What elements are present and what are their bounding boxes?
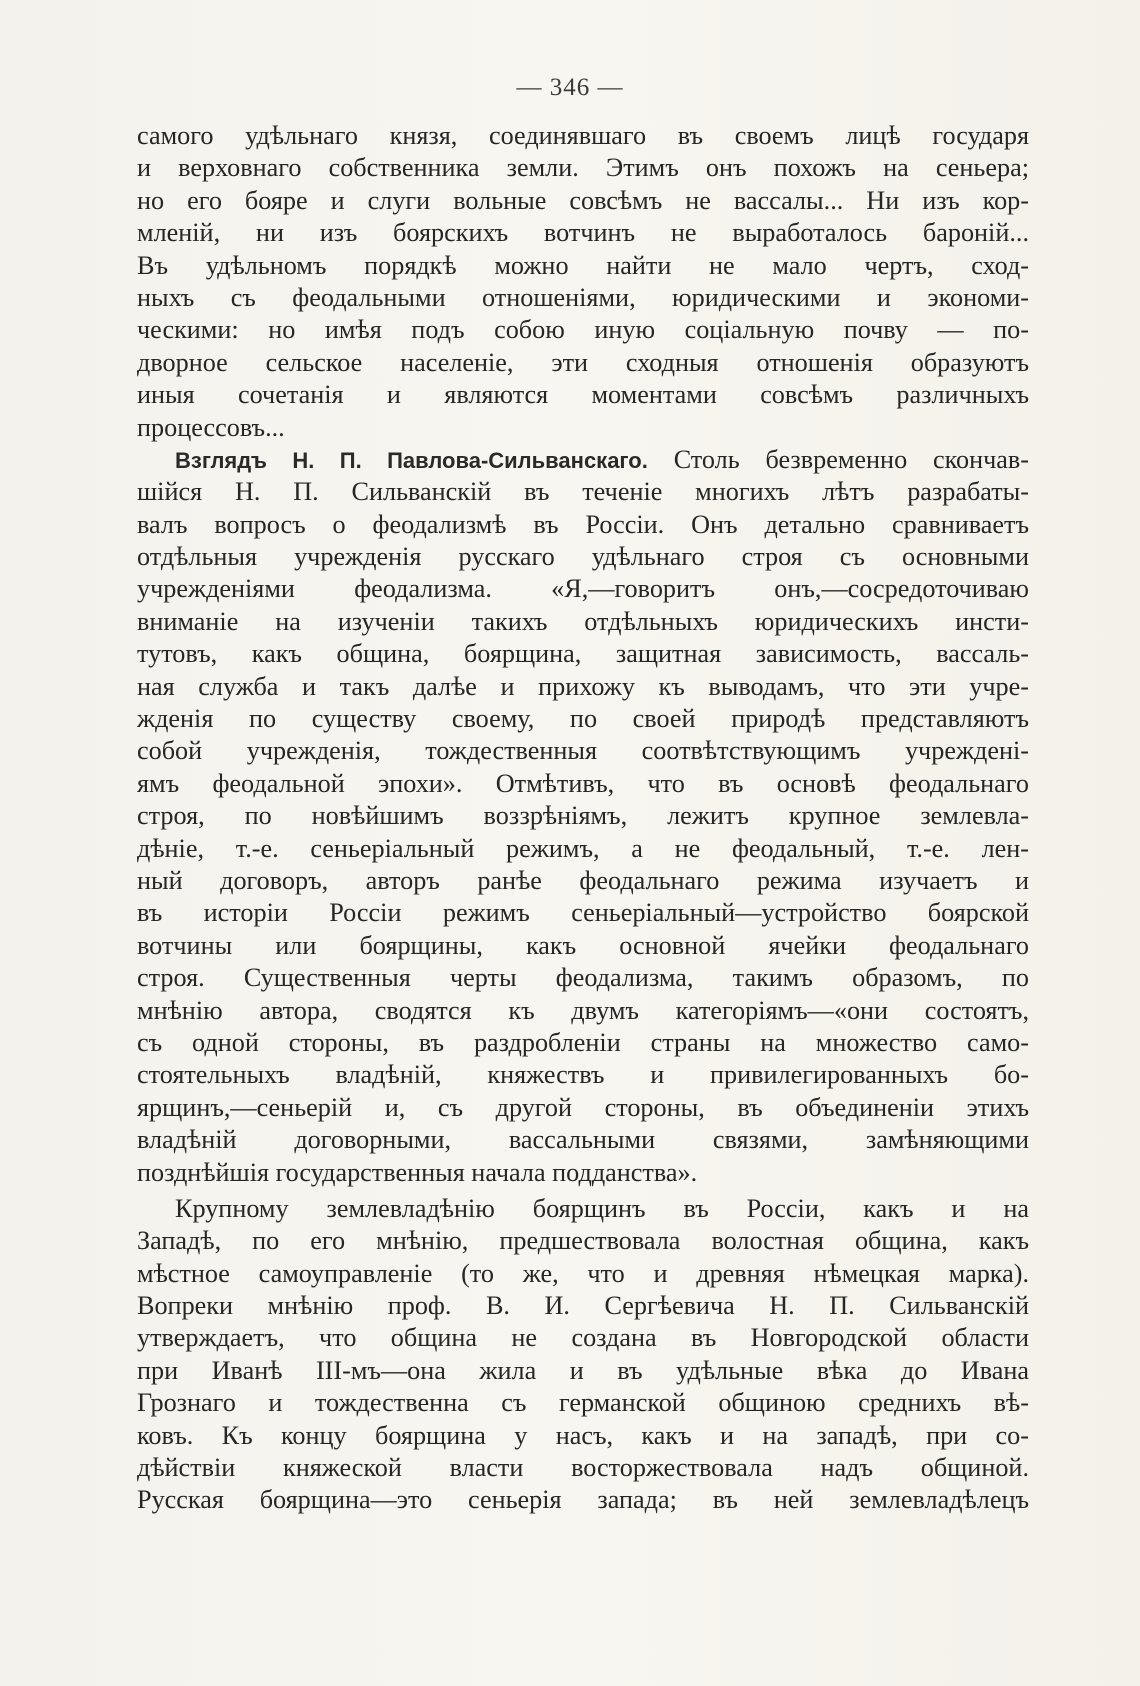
text-line: дѣніе, т.-е. сеньеріальный режимъ, а не феодальный, т.-е. лен- — [137, 833, 1029, 863]
text-line: Западѣ, по его мнѣнію, предшествовала волостная община, какъ — [137, 1226, 1029, 1256]
text-line: ная служба и такъ далѣе и прихожу къ выводамъ, что эти учре- — [137, 671, 1029, 701]
text-line: собой учрежденія, тождественныя соотвѣтствующимъ учреждені- — [137, 736, 1029, 766]
text-line: валъ вопросъ о феодализмѣ въ Россіи. Онъ детально сравниваетъ — [137, 509, 1029, 539]
text-line: мленій, ни изъ боярскихъ вотчинъ не выработалось бароній... — [137, 218, 1029, 248]
text-line: при Иванѣ III-мъ—она жила и въ удѣльные вѣка до Ивана — [137, 1355, 1029, 1385]
text-line: тутовъ, какъ община, боярщина, защитная зависимость, вассаль- — [137, 639, 1029, 669]
text-line: Въ удѣльномъ порядкѣ можно найти не мало чертъ, сход- — [137, 250, 1029, 280]
text-line: процессовъ... — [137, 412, 285, 442]
paragraph — [137, 444, 1029, 1189]
text-line: иныя сочетанія и являются моментами совсѣмъ различныхъ — [137, 380, 1029, 410]
text-span: Столь безвременно скончав- — [673, 444, 1029, 474]
text-line: стоятельныхъ владѣній, княжествъ и привилегированныхъ бо- — [137, 1060, 1029, 1090]
text-line: но его бояре и слуги вольные совсѣмъ не вассалы... Ни изъ кор- — [137, 185, 1029, 215]
paragraph — [137, 1193, 1029, 1517]
text-line: строя, по новѣйшимъ воззрѣніямъ, лежитъ крупное землевла- — [137, 801, 1029, 831]
text-line: дворное сельское населеніе, эти сходныя отношенія образуютъ — [137, 347, 1029, 377]
text-line: ныхъ съ феодальными отношеніями, юридическими и экономи- — [137, 282, 1029, 312]
page-number: — 346 — — [516, 74, 624, 101]
text-line: шійся Н. П. Сильванскій въ теченіе многихъ лѣтъ разрабаты- — [137, 477, 1029, 507]
text-line: ярщинъ,—сеньерій и, съ другой стороны, въ объединеніи этихъ — [137, 1092, 1029, 1122]
text-line: и верховнаго собственника земли. Этимъ онъ похожъ на сеньера; — [137, 153, 1029, 183]
text-line: строя. Существенныя черты феодализма, такимъ образомъ, по — [137, 963, 1029, 993]
body-text — [137, 120, 1029, 1517]
text-line: вниманіе на изученіи такихъ отдѣльныхъ юридическихъ инсти- — [137, 606, 1029, 636]
text-line — [137, 444, 1029, 476]
text-line: мѣстное самоуправленіе (то же, что и древняя нѣмецкая марка). — [137, 1258, 1029, 1288]
text-line: мнѣнію автора, сводятся къ двумъ категоріямъ—«они состоятъ, — [137, 995, 1029, 1025]
text-line: съ одной стороны, въ раздробленіи страны на множество само- — [137, 1027, 1029, 1057]
text-line: ческими: но имѣя подъ собою иную соціальную почву — по- — [137, 315, 1029, 345]
text-line: учрежденіями феодализма. «Я,—говоритъ онъ,—сосредоточиваю — [137, 574, 1029, 604]
text-line: ный договоръ, авторъ ранѣе феодальнаго режима изучаетъ и — [137, 865, 1029, 895]
text-line: въ исторіи Россіи режимъ сеньеріальный—устройство боярской — [137, 898, 1029, 928]
text-line: утверждаетъ, что община не создана въ Новгородской области — [137, 1323, 1029, 1353]
text-line: ямъ феодальной эпохи». Отмѣтивъ, что въ основѣ феодальнаго — [137, 768, 1029, 798]
text-line: жденія по существу своему, по своей природѣ представляютъ — [137, 704, 1029, 734]
text-line: Вопреки мнѣнію проф. В. И. Сергѣевича Н. П. Сильванскій — [137, 1291, 1029, 1321]
text-line: позднѣйшія государственныя начала подданства». — [137, 1157, 698, 1187]
text-line: отдѣльныя учрежденія русскаго удѣльнаго строя съ основными — [137, 542, 1029, 572]
text-line: самого удѣльнаго князя, соединявшаго въ своемъ лицѣ государя — [137, 121, 1029, 150]
text-line: Крупному землевладѣнію боярщинъ въ Россіи, какъ и на — [175, 1193, 1029, 1223]
text-line: ковъ. Къ концу боярщина у насъ, какъ и на западѣ, при со- — [137, 1420, 1029, 1450]
text-line: Грознаго и тождественна съ германской общиною среднихъ вѣ- — [137, 1388, 1029, 1418]
paragraph — [137, 120, 1029, 444]
text-line: дѣйствіи княжеской власти восторжествовала надъ общиной. — [137, 1453, 1029, 1483]
text-line: вотчины или боярщины, какъ основной ячейки феодальнаго — [137, 930, 1029, 960]
text-line: Русская боярщина—это сеньерія запада; въ ней землевладѣлецъ — [137, 1485, 1029, 1515]
section-run-in-heading: Взглядъ Н. П. Павлова-Сильванскаго. — [175, 447, 648, 473]
text-line: владѣній договорными, вассальными связями, замѣняющими — [137, 1125, 1029, 1155]
